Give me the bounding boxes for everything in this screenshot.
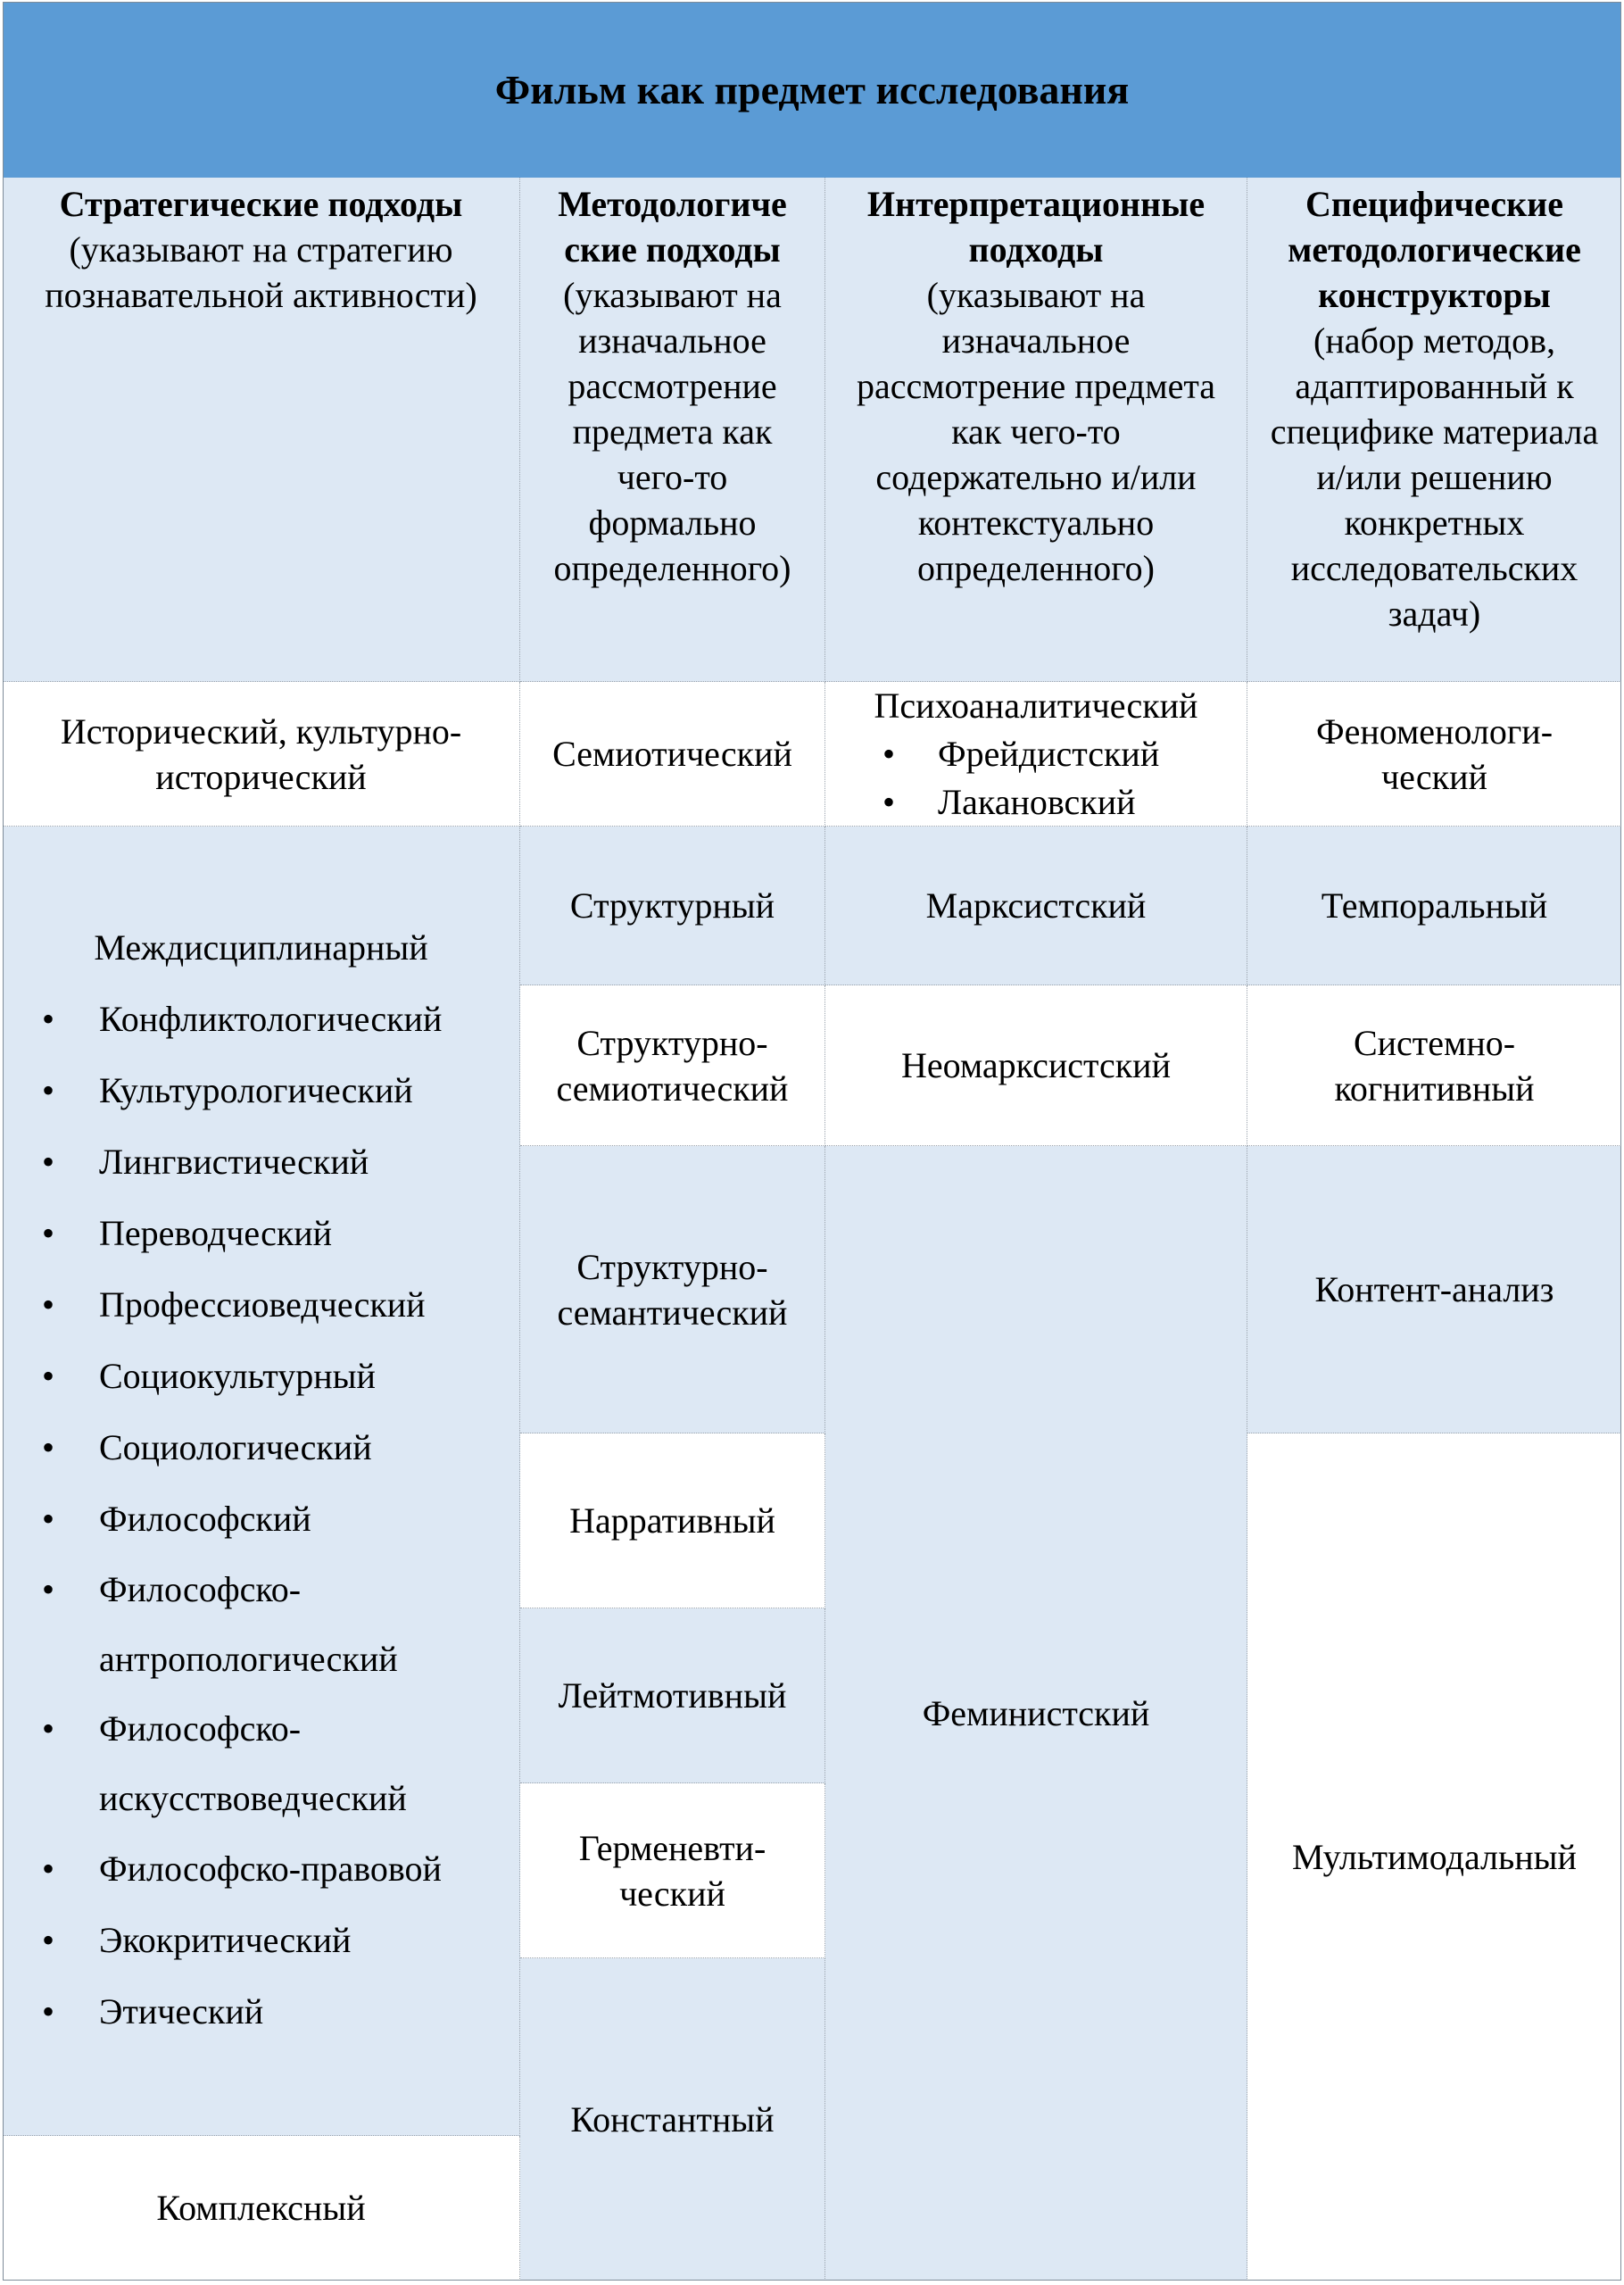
header-interpretational-title: Интерпретационные подходы — [866, 184, 1206, 270]
cell-historical-text: Исторический, культурно-исторический — [60, 710, 462, 797]
bullet-icon: • — [42, 1356, 55, 1396]
cell-hermeneutic-text: Герменевти- ческий — [578, 1827, 766, 1914]
bullet-icon: • — [42, 1213, 55, 1253]
cell-phenomenological-text: Феноменологи- ческий — [1315, 710, 1554, 797]
bullet-icon: • — [42, 1499, 55, 1539]
list-item: • Лакановский — [825, 778, 1247, 827]
cell-temporal — [1247, 827, 1621, 985]
bullet-icon: • — [882, 782, 896, 822]
psychoanalytic-list — [825, 730, 1247, 827]
cell-marxist — [825, 827, 1247, 985]
list-item: • Экокритический — [3, 1905, 519, 1976]
cell-interdisciplinary — [3, 827, 520, 2136]
cell-psychoanalytic — [825, 682, 1247, 827]
header-constructors — [1247, 178, 1621, 682]
cell-structural-text: Структурный — [569, 885, 775, 926]
list-item: • Философско-правовой — [3, 1833, 519, 1905]
cell-feminist-text: Феминистский — [922, 1692, 1150, 1733]
cell-leitmotif-text: Лейтмотивный — [558, 1675, 787, 1716]
cell-content-analysis-text: Контент-анализ — [1314, 1269, 1554, 1309]
cell-neomarxist — [825, 985, 1247, 1146]
cell-narrative — [520, 1433, 825, 1608]
list-item: • Культурологический — [3, 1055, 519, 1126]
cell-structural-semantic — [520, 1146, 825, 1433]
bullet-icon: • — [42, 1070, 55, 1110]
cell-feminist — [825, 1146, 1247, 2281]
list-item: • Этический — [3, 1976, 519, 2048]
cell-structural-semiotic — [520, 985, 825, 1146]
cell-semiotic-text: Семиотический — [552, 734, 792, 774]
header-methodological — [520, 178, 825, 682]
cell-temporal-text: Темпоральный — [1321, 885, 1548, 926]
list-item: • Социологический — [3, 1412, 519, 1483]
cell-semiotic — [520, 682, 825, 827]
cell-system-cognitive-text: Системно- когнитивный — [1334, 1022, 1535, 1109]
cell-interdisciplinary-text: Междисциплинарный — [94, 927, 428, 968]
cell-marxist-text: Марксистский — [925, 885, 1147, 926]
header-constructors-note: (набор методов, адаптированный к специфике материала и/или решению конкретных исследовательских задач) — [1270, 320, 1599, 634]
cell-structural-semiotic-text: Структурно- семиотический — [556, 1022, 789, 1109]
cell-structural — [520, 827, 825, 985]
cell-multimodal-text: Мультимодальный — [1292, 1836, 1577, 1877]
bullet-icon: • — [42, 1142, 55, 1182]
cell-phenomenological — [1247, 682, 1621, 827]
list-item: • Фрейдистский — [825, 730, 1247, 778]
bullet-icon: • — [882, 734, 896, 774]
cell-complex-text: Комплексный — [156, 2188, 366, 2228]
bullet-icon: • — [42, 1708, 55, 1749]
table-title — [3, 2, 1621, 179]
cell-historical — [3, 682, 520, 827]
cell-hermeneutic — [520, 1783, 825, 1958]
cell-complex — [3, 2136, 520, 2281]
header-strategic-title: Стратегические подходы — [59, 184, 463, 224]
cell-system-cognitive — [1247, 985, 1621, 1146]
table-title-text: Фильм как предмет исследования — [494, 67, 1130, 112]
cell-psychoanalytic-text: Психоаналитический — [874, 686, 1198, 726]
bullet-icon: • — [42, 1427, 55, 1467]
list-item: • Философско-антропологический — [3, 1555, 456, 1694]
cell-leitmotif — [520, 1608, 825, 1783]
header-methodological-note: (указывают на изначальное рассмотрение предмета как чего-то формально определенного) — [553, 275, 791, 588]
bullet-icon: • — [42, 999, 55, 1039]
list-item: • Лингвистический — [3, 1126, 519, 1198]
bullet-icon: • — [42, 1284, 55, 1325]
bullet-icon: • — [42, 1920, 55, 1960]
cell-structural-semantic-text: Структурно- семантический — [557, 1246, 788, 1333]
list-item: • Переводческий — [3, 1198, 519, 1269]
cell-constant-text: Константный — [570, 2098, 775, 2140]
cell-content-analysis — [1247, 1146, 1621, 1433]
list-item: • Философско-искусствоведческий — [3, 1694, 492, 1833]
bullet-icon: • — [42, 1849, 55, 1889]
list-item: • Профессиоведческий — [3, 1269, 519, 1341]
bullet-icon: • — [42, 1991, 55, 2032]
header-interpretational — [825, 178, 1247, 682]
cell-constant — [520, 1958, 825, 2281]
header-strategic-note: (указывают на стратегию познавательной активности) — [45, 229, 477, 315]
header-constructors-title: Специфические методологические конструкторы — [1288, 184, 1581, 315]
bullet-icon: • — [42, 1569, 55, 1609]
interdisciplinary-list — [3, 984, 519, 2048]
list-item: • Конфликтологический — [3, 984, 519, 1055]
list-item: • Социокультурный — [3, 1341, 519, 1412]
list-item: • Философский — [3, 1483, 519, 1555]
cell-neomarxist-text: Неомарксистский — [901, 1045, 1171, 1085]
cell-narrative-text: Нарративный — [569, 1500, 775, 1541]
header-methodological-title: Методологиче ские подходы — [558, 184, 787, 270]
cell-multimodal — [1247, 1433, 1621, 2281]
header-strategic — [3, 178, 520, 682]
header-interpretational-note: (указывают на изначальное рассмотрение предмета как чего-то содержательно и/или контекстуально определенного) — [856, 275, 1216, 588]
